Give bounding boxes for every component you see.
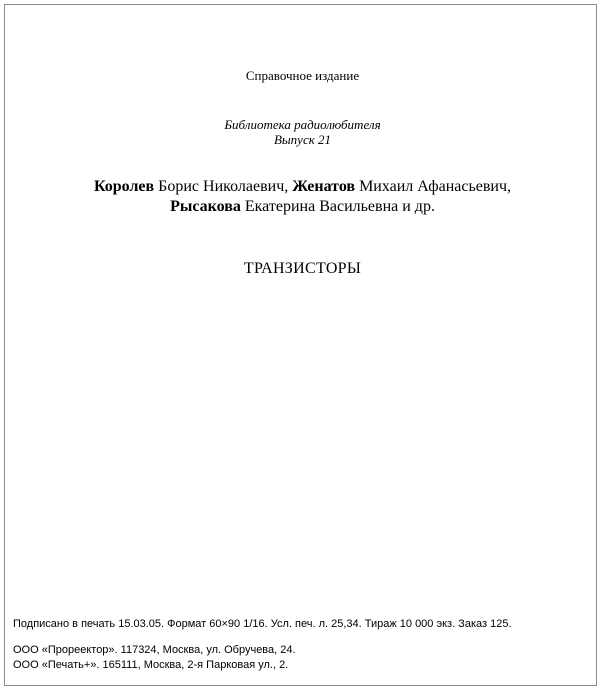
edition-type: Справочное издание xyxy=(245,68,360,83)
author-separator: , xyxy=(284,178,289,195)
author-surname: Рысакова xyxy=(170,198,241,215)
printer-info: ООО «Печать+». 165111, Москва, 2-я Парковая ул., 2. xyxy=(13,659,289,671)
series-issue: Выпуск 21 xyxy=(273,132,332,147)
author-surname: Женатов xyxy=(292,178,356,195)
book-title: ТРАНЗИСТОРЫ xyxy=(243,260,362,277)
author-names: Екатерина Васильевна xyxy=(244,198,399,215)
series-name: Библиотека радиолюбителя xyxy=(224,117,381,132)
authors-line-1 xyxy=(0,178,605,196)
page-border xyxy=(4,4,597,686)
author-surname: Королев xyxy=(93,178,155,195)
author-separator: и др. xyxy=(398,198,435,215)
author-separator: , xyxy=(507,178,512,195)
author-names: Борис Николаевич xyxy=(158,178,285,195)
author-names: Михаил Афанасьевич xyxy=(359,178,508,195)
print-info: Подписано в печать 15.03.05. Формат 60×90 1/16. Усл. печ. л. 25,34. Тираж 10 000 экз. Заказ 125. xyxy=(13,618,512,630)
authors-line-2 xyxy=(0,198,605,216)
publisher-info: ООО «Прореектор». 117324, Москва, ул. Обручева, 24. xyxy=(13,644,296,656)
